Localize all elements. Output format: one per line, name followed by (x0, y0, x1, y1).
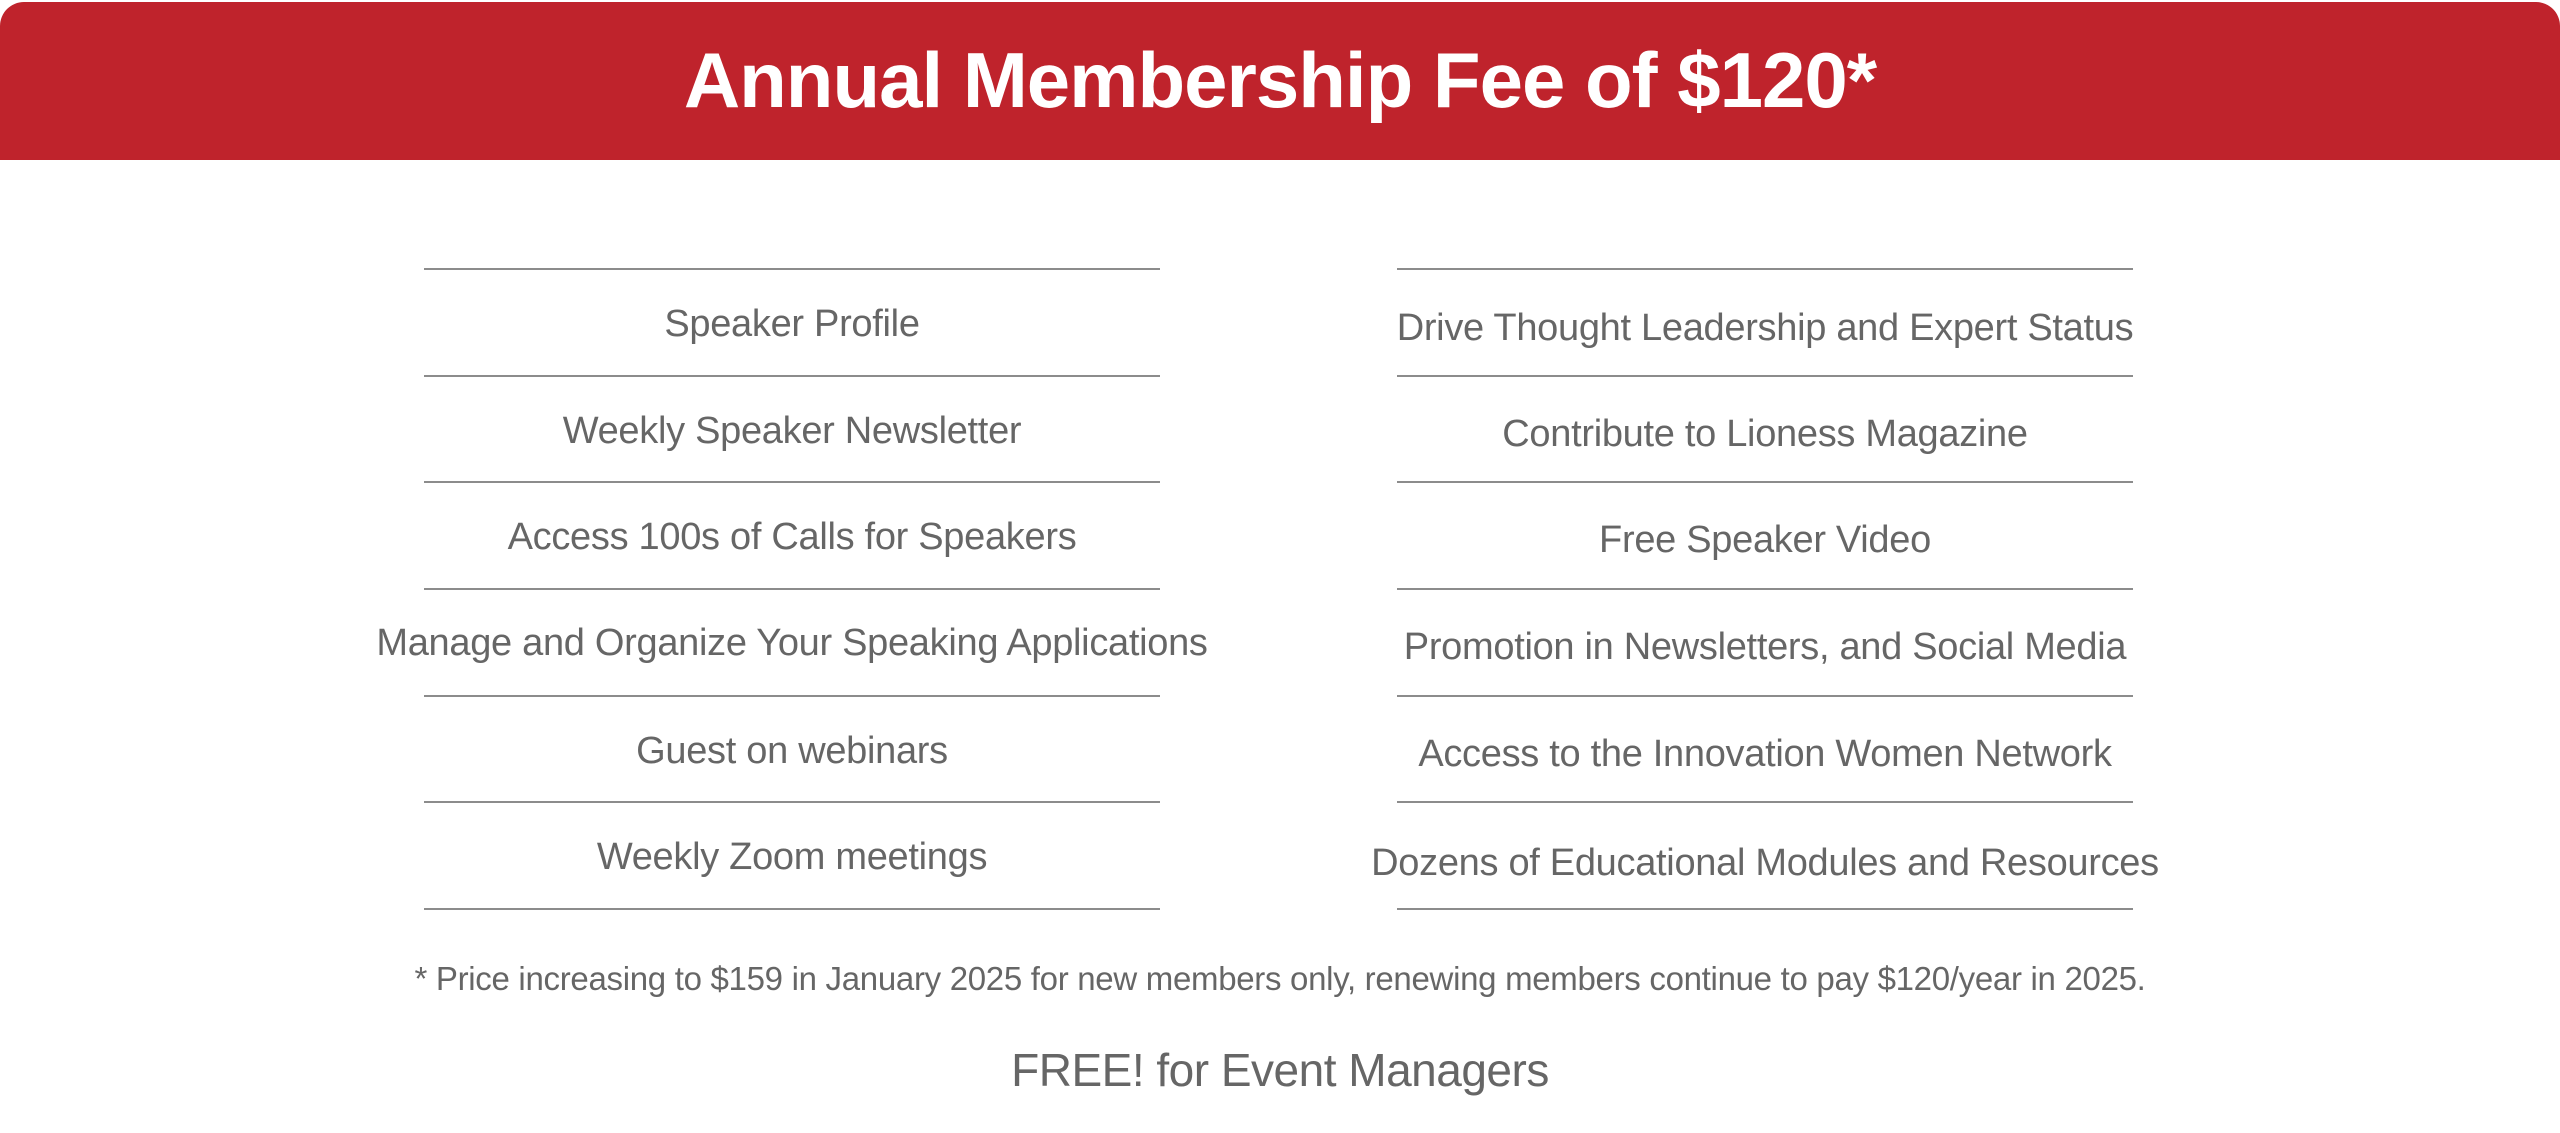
price-footnote: * Price increasing to $159 in January 2025 for new members only, renewing members continue to pay $120/year in 2025. (414, 960, 2146, 997)
divider (424, 481, 1160, 483)
list-item: Access to the Innovation Women Network (1418, 732, 2112, 775)
list-item: Access 100s of Calls for Speakers (507, 515, 1077, 558)
divider (1397, 801, 2133, 803)
list-item: Manage and Organize Your Speaking Applications (376, 621, 1208, 664)
page-title: Annual Membership Fee of $120* (683, 35, 1877, 124)
divider (1397, 695, 2133, 697)
list-item: Weekly Speaker Newsletter (562, 409, 1022, 452)
divider (424, 375, 1160, 377)
list-item: Dozens of Educational Modules and Resources (1371, 841, 2159, 884)
divider (424, 695, 1160, 697)
header-banner (0, 2, 2560, 160)
divider (424, 908, 1160, 910)
divider (424, 268, 1160, 270)
list-item: Contribute to Lioness Magazine (1502, 412, 2028, 455)
divider (424, 801, 1160, 803)
list-item: Weekly Zoom meetings (596, 835, 988, 878)
list-item: Guest on webinars (636, 729, 948, 772)
divider (1397, 908, 2133, 910)
divider (1397, 481, 2133, 483)
list-item: Speaker Profile (664, 302, 920, 345)
list-item: Promotion in Newsletters, and Social Media (1403, 625, 2127, 668)
event-managers-note: FREE! for Event Managers (1011, 1044, 1549, 1096)
divider (1397, 588, 2133, 590)
divider (1397, 375, 2133, 377)
list-item: Free Speaker Video (1599, 518, 1931, 561)
divider (1397, 268, 2133, 270)
list-item: Drive Thought Leadership and Expert Status (1396, 306, 2134, 349)
